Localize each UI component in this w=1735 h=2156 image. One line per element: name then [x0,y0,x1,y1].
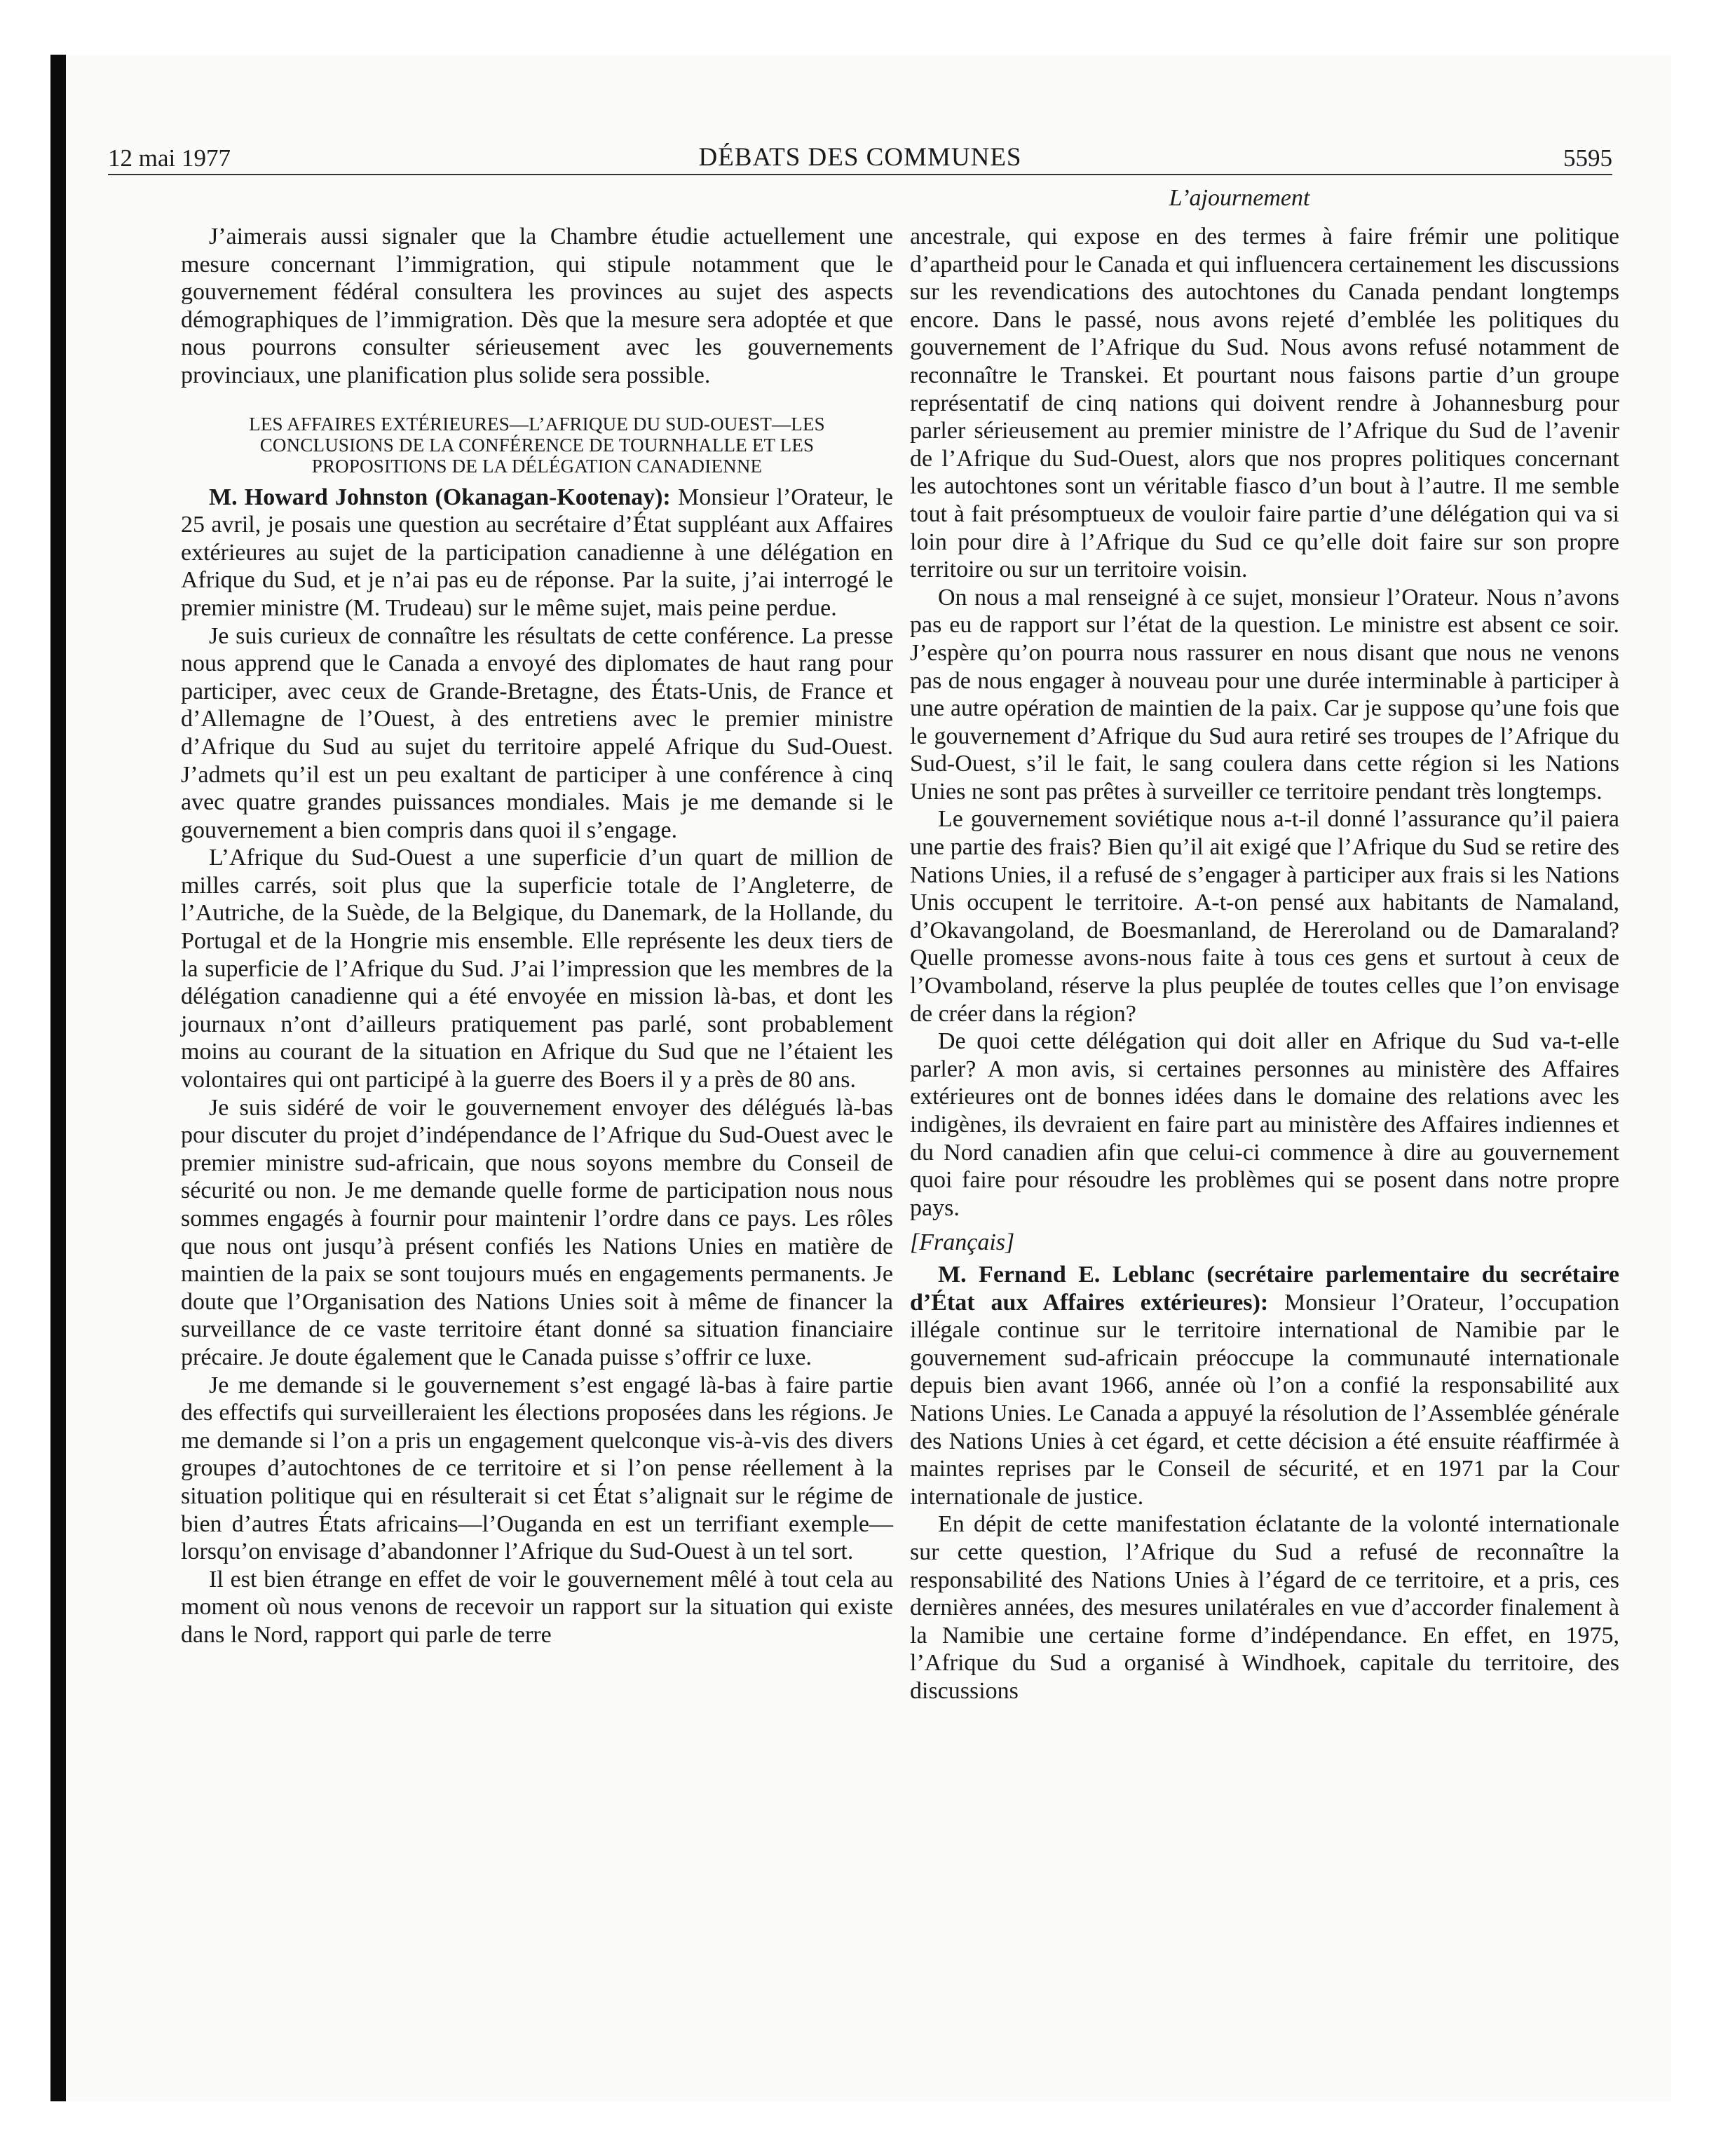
paragraph: De quoi cette délégation qui doit aller en Afrique du Sud va-t-elle parler? A mon avis, si certaines personnes au ministère des Affaires extérieures ont de bonnes idées dans le domaine des relations avec les indigènes, ils devraient en faire part au ministère des Affaires indiennes et du Nord canadien afin que celui-ci commence à dire au gouvernement quoi faire pour résoudre les problèmes qui se posent dans notre propre pays. [910,1028,1619,1221]
page-number: 5595 [1563,144,1612,172]
speech-paragraph [910,1261,1619,1510]
paragraph: Je suis curieux de connaître les résultats de cette conférence. La presse nous apprend que le Canada a envoyé des diplomates de haut rang pour participer, avec ceux de Grande-Bretagne, des États-Unis, de France et d’Allemagne de l’Ouest, à des entretiens avec le premier ministre d’Afrique du Sud au sujet du territoire appelé Afrique du Sud-Ouest. J’admets qu’il est un peu exaltant de participer à une conférence à cinq avec quatre grandes puissances mondiales. Mais je me demande si le gouvernement a bien compris dans quoi il s’engage. [181,622,893,843]
paragraph: Je me demande si le gouvernement s’est engagé là-bas à faire partie des effectifs qui surveilleraient les élections proposées dans les régions. Je me demande si l’on a pris un engagement quelconque vis-à-vis des divers groupes d’autochtones de ce territoire et si l’on pense réellement à la situation politique qui en résulterait si cet État s’alignait sur le régime de bien d’autres États africains—l’Ouganda en est un terrifiant exemple—lorsqu’on envisage d’abandonner l’Afrique du Sud-Ouest à un tel sort. [181,1372,893,1565]
language-note: [Français] [910,1229,1015,1256]
paragraph: L’Afrique du Sud-Ouest a une superficie d’un quart de million de milles carrés, soit plus que la superficie totale de l’Angleterre, de l’Autriche, de la Suède, de la Belgique, du Danemark, de la Hollande, du Portugal et de la Hongrie mis ensemble. Elle représente les deux tiers de la superficie de l’Afrique du Sud. J’ai l’impression que les membres de la délégation canadienne qui a été envoyée en mission là-bas, et dont les journaux n’ont d’ailleurs pratiquement pas parlé, sont probablement moins au courant de la situation en Afrique du Sud que ne l’étaient les volontaires qui ont participé à la guerre des Boers il y a près de 80 ans. [181,845,893,1093]
speaker-name: M. Howard Johnston (Okanagan-Kootenay): [209,484,671,510]
speaker-name: M. Fernand E. Leblanc (secrétaire parlementaire du secrétaire d’État aux Affaires extérieures): [910,1261,1619,1316]
left-column [181,223,893,1649]
header-date: 12 mai 1977 [108,144,231,172]
running-title: L’ajournement [1169,185,1310,211]
page-header [108,140,1612,175]
section-heading: LES AFFAIRES EXTÉRIEURES—L’AFRIQUE DU SUD-OUEST—LES CONCLUSIONS DE LA CONFÉRENCE DE TOURNHALLE ET LES PROPOSITIONS DE LA DÉLÉGATION CANADIENNE [249,413,825,477]
paragraph: On nous a mal renseigné à ce sujet, monsieur l’Orateur. Nous n’avons pas eu de rapport sur l’état de la question. Le ministre est absent ce soir. J’espère qu’on pourra nous rassurer en nous disant que nous ne venons pas de nous engager à nouveau pour une durée interminable à participer à une autre opération de maintien de la paix. Car je suppose qu’une fois que le gouvernement d’Afrique du Sud aura retiré ses troupes de l’Afrique du Sud-Ouest, s’il le fait, le sang coulera dans cette région si les Nations Unies ne sont pas prêtes à surveiller ce territoire pendant très longtemps. [910,584,1619,805]
speech-paragraph [181,484,893,622]
paragraph: Il est bien étrange en effet de voir le gouvernement mêlé à tout cela au moment où nous venons de recevoir un rapport sur la situation qui existe dans le Nord, rapport qui parle de terre [181,1566,893,1648]
header-title: DÉBATS DES COMMUNES [698,143,1022,172]
paragraph: Je suis sidéré de voir le gouvernement envoyer des délégués là-bas pour discuter du projet d’indépendance de l’Afrique du Sud-Ouest avec le premier ministre sud-africain, que nous soyons membre du Conseil de sécurité ou non. Je me demande quelle forme de participation nous nous sommes engagés à fournir pour maintenir l’ordre dans ce pays. Les rôles que nous ont jusqu’à présent confiés les Nations Unies en matière de maintien de la paix se sont toujours mués en engagements permanents. Je doute que l’Organisation des Nations Unies soit à même de financer la surveillance de ce vaste territoire étant donné sa situation financiaire précaire. Je doute également que le Canada puisse s’offrir ce luxe. [181,1094,893,1370]
scan-border [50,55,66,2101]
intro-paragraph: J’aimerais aussi signaler que la Chambre étudie actuellement une mesure concernant l’immigration, qui stipule notamment que le gouvernement fédéral consultera les provinces au sujet des aspects démographiques de l’immigration. Dès que la mesure sera adoptée et que nous pourrons consulter sérieusement avec les gouvernements provinciaux, une planification plus solide sera possible. [181,224,893,388]
paragraph: ancestrale, qui expose en des termes à faire frémir une politique d’apartheid pour le Canada et qui influencera certainement les discussions sur les revendications des autochtones du Canada pendant longtemps encore. Dans le passé, nous avons rejeté d’emblée les politiques du gouvernement de l’Afrique du Sud. Nous avons refusé notamment de reconnaître le Transkei. Et pourtant nous faisons partie d’un groupe représentatif de cinq nations qui doivent rendre à Johannesburg pour parler sérieusement au premier ministre de l’Afrique du Sud de l’avenir de l’Afrique du Sud-Ouest, alors que nos propres politiques concernant les autochtones sont un véritable fiasco d’un bout à l’autre. Il me semble tout à fait présomptueux de vouloir faire partie d’une délégation qui va si loin pour dire à l’Afrique du Sud ce qu’elle doit faire sur son propre territoire ou sur un territoire voisin. [910,224,1619,583]
right-column [910,223,1619,1705]
speech-text: Monsieur l’Orateur, le 25 avril, je posais une question au secrétaire d’État suppléant aux Affaires extérieures au sujet de la participation canadienne à une délégation en Afrique du Sud, et je n’ai pas eu de réponse. Par la suite, j’ai interrogé le premier ministre (M. Trudeau) sur le même sujet, mais peine perdue. [181,484,894,621]
paragraph: En dépit de cette manifestation éclatante de la volonté internationale sur cette question, l’Afrique du Sud a refusé de reconnaître la responsabilité des Nations Unies à l’égard de ce territoire, et a pris, ces dernières années, des mesures unilatérales en vue d’accorder finalement à la Namibie une certaine forme d’indépendance. En effet, en 1975, l’Afrique du Sud a organisé à Windhoek, capitale du territoire, des discussions [910,1511,1619,1704]
speech-text: Monsieur l’Orateur, l’occupation illégale continue sur le territoire international de Namibie par le gouvernement sud-africain préoccupe la communauté internationale depuis bien avant 1966, année où l’on a confié la responsabilité aux Nations Unies. Le Canada a appuyé la résolution de l’Assemblée générale des Nations Unies à cet égard, et cette décision a été ensuite réaffirmée à maintes reprises par le Conseil de sécurité, et en 1971 par la Cour internationale de justice. [910,1289,1619,1510]
paragraph: Le gouvernement soviétique nous a-t-il donné l’assurance qu’il paiera une partie des frais? Bien qu’il ait exigé que l’Afrique du Sud se retire des Nations Unies, il a refusé de s’engager à participer aux frais si les Nations Unis occupent le territoire. A-t-on pensé aux habitants de Namaland, d’Okavangoland, de Boesmanland, de Hereroland ou de Damaraland? Quelle promesse avons-nous faite à tous ces gens et surtout à ceux de l’Ovamboland, réserve la plus peuplée de toutes celles que l’on envisage de créer dans la région? [910,806,1619,1027]
